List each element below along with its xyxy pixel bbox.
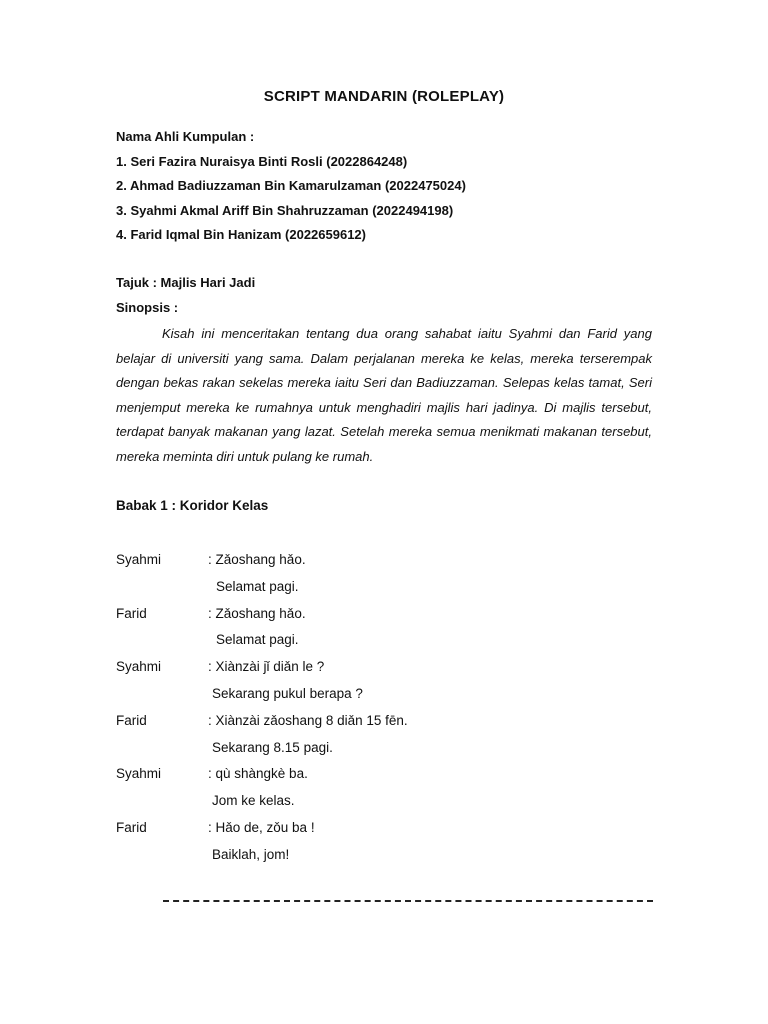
translation-line (116, 846, 656, 873)
speaker: Farid (116, 819, 147, 835)
mandarin-line: : Xiànzài jǐ diǎn le ? (208, 659, 325, 675)
tajuk-line: Tajuk : Majlis Hari Jadi (116, 275, 256, 290)
dialogue-line (116, 819, 656, 846)
mandarin-line: : Zǎoshang hǎo. (208, 605, 306, 621)
synopsis-paragraph (116, 322, 652, 469)
translation-line (116, 792, 656, 819)
mandarin-line: : Hǎo de, zǒu ba ! (208, 819, 315, 835)
scene-heading: Babak 1 : Koridor Kelas (116, 498, 269, 513)
mandarin-line: : Xiànzài zǎoshang 8 diǎn 15 fēn. (208, 712, 408, 728)
members-heading: Nama Ahli Kumpulan : (116, 129, 255, 144)
translation: Sekarang pukul berapa ? (212, 685, 363, 701)
translation: Selamat pagi. (216, 578, 299, 594)
translation-line (116, 578, 656, 605)
translation-line (116, 631, 656, 658)
speaker: Syahmi (116, 766, 162, 782)
translation-line (116, 685, 656, 712)
speaker: Syahmi (116, 659, 162, 675)
translation: Sekarang 8.15 pagi. (212, 739, 333, 755)
member-section (116, 128, 466, 251)
dialogue-line (116, 712, 656, 739)
dialogue-line (116, 765, 656, 792)
speaker: Farid (116, 712, 147, 728)
dialogue-line (116, 605, 656, 632)
dialogue (116, 551, 656, 873)
speaker: Farid (116, 605, 147, 621)
document-title: SCRIPT MANDARIN (ROLEPLAY) (263, 88, 505, 105)
sinopsis-label: Sinopsis : (116, 300, 179, 315)
member-item: 4. Farid Iqmal Bin Hanizam (2022659612) (116, 227, 366, 242)
section-divider (163, 900, 653, 902)
member-item: 3. Syahmi Akmal Ariff Bin Shahruzzaman (2022494198) (116, 202, 454, 218)
translation: Jom ke kelas. (212, 793, 295, 809)
translation: Baiklah, jom! (212, 846, 290, 862)
translation-line (116, 739, 656, 766)
dialogue-line (116, 551, 656, 578)
member-item: 2. Ahmad Badiuzzaman Bin Kamarulzaman (2022475024) (116, 178, 466, 193)
translation: Selamat pagi. (216, 632, 299, 648)
dialogue-line (116, 658, 656, 685)
mandarin-line: : Zǎoshang hǎo. (208, 552, 306, 567)
mandarin-line: : qù shàngkè ba. (208, 766, 308, 782)
speaker: Syahmi (116, 552, 162, 567)
synopsis-text: Kisah ini menceritakan tentang dua orang sahabat iaitu Syahmi dan Farid yang belajar di universiti yang sama. Dalam perjalanan mereka ke kelas, mereka terserempak dengan bekas rakan sekelas mereka iaitu Seri dan Badiuzzaman. Selepas kelas tamat, Seri menjemput mereka ke rumahnya untuk menghadiri majlis hari jadinya. Di majlis tersebut, terdapat banyak makanan yang lazat. Setelah mereka semua menikmati makanan tersebut, mereka meminta diri untuk pulang ke rumah. (116, 326, 652, 464)
member-item: 1. Seri Fazira Nuraisya Binti Rosli (2022864248) (116, 153, 408, 169)
